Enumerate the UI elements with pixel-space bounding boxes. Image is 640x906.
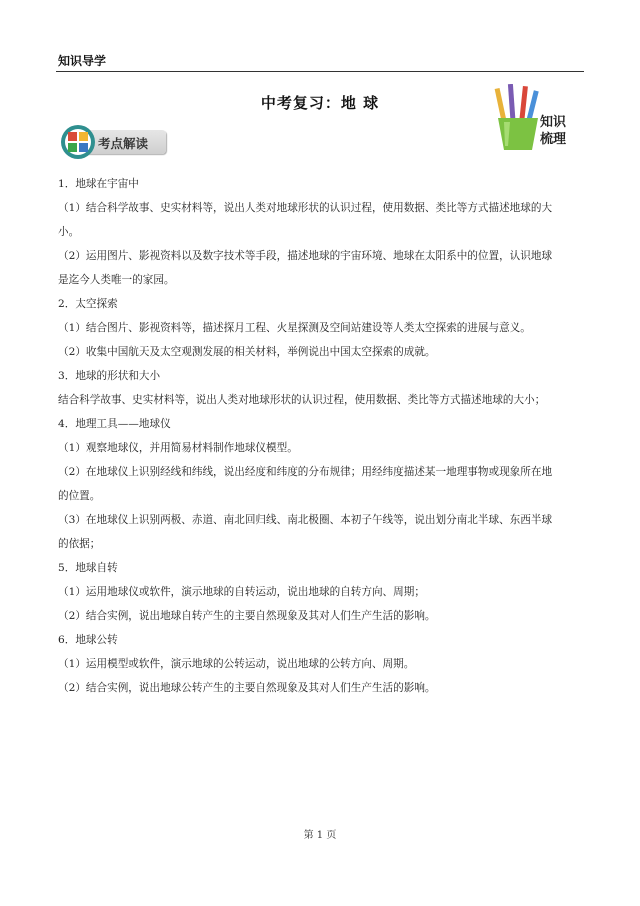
content-line: 4．地理工具——地球仪 xyxy=(58,418,171,430)
content-line: （2）结合实例，说出地球自转产生的主要自然现象及其对人们生产生活的影响。 xyxy=(58,610,436,622)
content-line: 小。 xyxy=(58,226,80,238)
content-line: （2）在地球仪上识别经线和纬线，说出经度和纬度的分布规律；用经纬度描述某一地理事物或现象所在地 xyxy=(58,466,553,478)
content-line: （1）运用模型或软件，演示地球的公转运动，说出地球的公转方向、周期。 xyxy=(58,658,415,670)
side-label xyxy=(540,114,566,148)
content-line: 的位置。 xyxy=(58,490,101,502)
puzzle-icon xyxy=(60,124,96,160)
header-rule xyxy=(56,71,584,72)
content-line: （1）运用地球仪或软件，演示地球的自转运动，说出地球的自转方向、周期； xyxy=(58,586,425,598)
content-line: 结合科学故事、史实材料等，说出人类对地球形状的认识过程，使用数据、类比等方式描述地球的大小； xyxy=(58,394,546,406)
content-line: 3．地球的形状和大小 xyxy=(58,370,161,382)
content-line: 是迄今人类唯一的家园。 xyxy=(58,274,175,286)
page-title: 中考复习：地 球 xyxy=(260,94,380,112)
content-body xyxy=(58,172,584,700)
pencil-cup-icon xyxy=(490,84,546,154)
content-line: （1）结合图片、影视资料等，描述探月工程、火星探测及空间站建设等人类太空探索的进展与意义。 xyxy=(58,322,531,334)
content-line: 2．太空探索 xyxy=(58,298,118,310)
content-line: （2）运用图片、影视资料以及数字技术等手段，描述地球的宇宙环境、地球在太阳系中的位置，认识地球 xyxy=(58,250,553,262)
content-line: 1．地球在宇宙中 xyxy=(58,178,139,190)
side-label-line2: 梳理 xyxy=(540,132,567,147)
content-line: （2）结合实例，说出地球公转产生的主要自然现象及其对人们生产生活的影响。 xyxy=(58,682,436,694)
content-line: （2）收集中国航天及太空观测发展的相关材料，举例说出中国太空探索的成就。 xyxy=(58,346,436,358)
content-line: 的依据； xyxy=(58,538,101,550)
page-number: 第 1 页 xyxy=(303,830,337,841)
content-line: （1）观察地球仪，并用简易材料制作地球仪模型。 xyxy=(58,442,298,454)
content-line: （1）结合科学故事、史实材料等，说出人类对地球形状的认识过程，使用数据、类比等方式描述地球的大 xyxy=(58,202,553,214)
side-label-line1: 知识 xyxy=(540,115,567,130)
content-line: （3）在地球仪上识别两极、赤道、南北回归线、南北极圈、本初子午线等，说出划分南北半球、东西半球 xyxy=(58,514,553,526)
content-line: 6．地球公转 xyxy=(58,634,118,646)
section-badge xyxy=(60,124,168,160)
badge-text: 考点解读 xyxy=(98,136,149,151)
content-line: 5．地球自转 xyxy=(58,562,118,574)
header-label: 知识导学 xyxy=(58,54,107,68)
